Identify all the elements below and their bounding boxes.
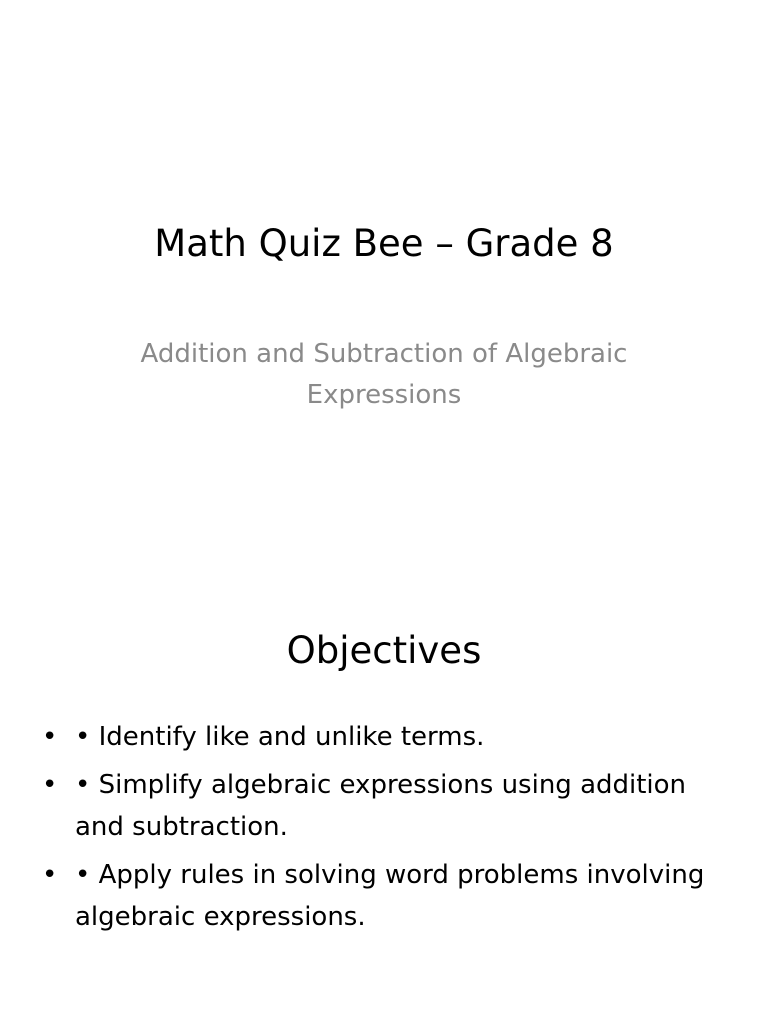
- list-item: [40, 764, 740, 848]
- list-item-text: • Apply rules in solving word problems involving algebraic expressions.: [75, 860, 705, 932]
- list-item: [40, 854, 740, 938]
- objectives-list: [40, 716, 740, 944]
- bullet-icon: •: [42, 860, 58, 890]
- slide-subtitle: Addition and Subtraction of Algebraic Expressions: [140, 339, 628, 410]
- list-item-text: • Simplify algebraic expressions using addition and subtraction.: [75, 770, 687, 842]
- bullet-icon: •: [42, 770, 58, 800]
- list-item-text: • Identify like and unlike terms.: [75, 722, 485, 752]
- list-item: [40, 716, 740, 758]
- slide-title: Math Quiz Bee – Grade 8: [154, 222, 614, 265]
- objectives-slide: [0, 512, 768, 1024]
- bullet-icon: •: [42, 722, 58, 752]
- objectives-heading: Objectives: [286, 629, 482, 672]
